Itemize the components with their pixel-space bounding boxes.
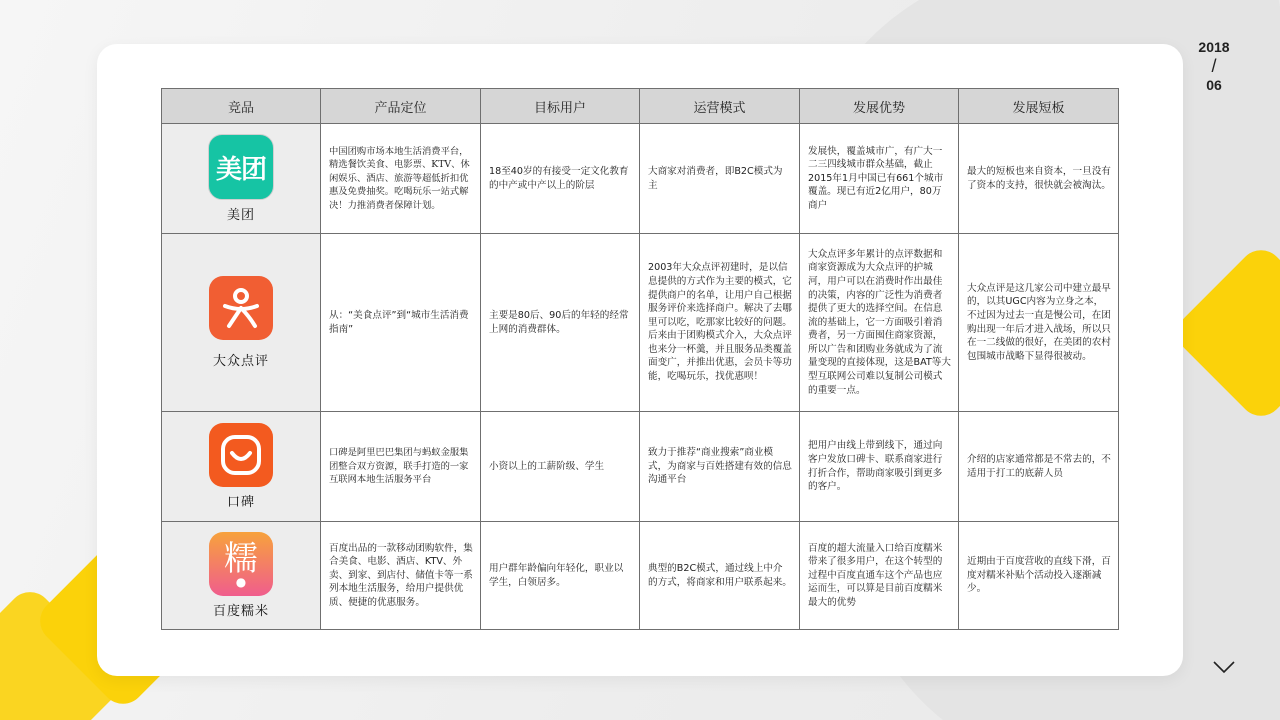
page-indicator bbox=[1194, 38, 1234, 94]
nuomi-logo-text: 糯 bbox=[224, 539, 258, 579]
competitor-name: 口碑 bbox=[226, 494, 255, 509]
header-advantages: 发展优势 bbox=[800, 89, 959, 124]
header-competitor: 竞品 bbox=[162, 89, 321, 124]
smile-bag-icon bbox=[219, 433, 263, 477]
meituan-logo-text: 美团 bbox=[215, 154, 266, 185]
advantages-cell: 把用户由线上带到线下，通过向客户发放口碑卡、联系商家进行打折合作，帮助商家吸引到更多的客户。 bbox=[800, 412, 959, 522]
table-row bbox=[162, 124, 1119, 234]
weakness-cell: 大众点评是这几家公司中建立最早的，以其UGC内容为立身之本，不过因为过去一直是慢公司，在团购出现一年后才进入战场，所以只在一二线做的很好，在美团的农村包围城市战略下显得很被动。 bbox=[959, 234, 1119, 412]
positioning-cell: 百度出品的一款移动团购软件，集合美食、电影、酒店、KTV、外卖、到家、到店付、储值卡等一系列本地生活服务，给用户提供优质、便捷的优惠服务。 bbox=[321, 522, 481, 630]
header-weakness: 发展短板 bbox=[959, 89, 1119, 124]
target-users-cell: 用户群年龄偏向年轻化，职业以学生，白领居多。 bbox=[481, 522, 640, 630]
chevron-down-icon[interactable] bbox=[1212, 660, 1236, 674]
operation-cell: 大商家对消费者，即B2C模式为主 bbox=[640, 124, 800, 234]
weakness-cell: 最大的短板也来自资本，一旦没有了资本的支持，很快就会被淘汰。 bbox=[959, 124, 1119, 234]
competitor-cell bbox=[162, 412, 321, 522]
target-users-cell: 18至40岁的有接受一定文化教育的中产或中产以上的阶层 bbox=[481, 124, 640, 234]
target-users-cell: 主要是80后、90后的年轻的经常上网的消费群体。 bbox=[481, 234, 640, 412]
header-target-users: 目标用户 bbox=[481, 89, 640, 124]
positioning-cell: 从：“美食点评”到“城市生活消费指南” bbox=[321, 234, 481, 412]
table-row bbox=[162, 522, 1119, 630]
advantages-cell: 发展快，覆盖城市广，有广大一二三四线城市群众基础，截止2015年1月中国已有661个城市覆盖。现已有近2亿用户，80万商户 bbox=[800, 124, 959, 234]
koubei-logo bbox=[209, 423, 273, 487]
page-year: 2018 bbox=[1198, 39, 1230, 55]
dianping-logo bbox=[209, 276, 273, 340]
positioning-cell: 口碑是阿里巴巴集团与蚂蚁金服集团整合双方资源，联手打造的一家互联网本地生活服务平台 bbox=[321, 412, 481, 522]
advantages-cell: 百度的超大流量入口给百度糯米带来了很多用户，在这个转型的过程中百度直通车这个产品也应运而生，可以算是目前百度糯米最大的优势 bbox=[800, 522, 959, 630]
competitor-name: 美团 bbox=[226, 207, 255, 222]
target-users-cell: 小资以上的工薪阶级、学生 bbox=[481, 412, 640, 522]
nuomi-logo bbox=[209, 532, 273, 596]
competitor-table bbox=[161, 88, 1119, 630]
weakness-cell: 介绍的店家通常都是不常去的，不适用于打工的底薪人员 bbox=[959, 412, 1119, 522]
paw-icon: ● bbox=[235, 575, 247, 589]
weakness-cell: 近期由于百度营收的直线下滑，百度对糯米补贴个活动投入逐渐减少。 bbox=[959, 522, 1119, 630]
competitor-name: 大众点评 bbox=[212, 353, 269, 368]
content-card bbox=[97, 44, 1183, 676]
competitor-cell bbox=[162, 522, 321, 630]
table-row bbox=[162, 234, 1119, 412]
table-row bbox=[162, 412, 1119, 522]
operation-cell: 2003年大众点评初建时，是以信息提供的方式作为主要的模式，它提供商户的名单，让用户自己根据服务评价来选择商户。解决了去哪里可以吃，吃那家比较好的问题。后来由于团购模式介入，大众点评也来分一杯羹，并且服务品类覆盖面变广，并推出优惠，会员卡等功能，吃喝玩乐，找优惠呗！ bbox=[640, 234, 800, 412]
advantages-cell: 大众点评多年累计的点评数据和商家资源成为大众点评的护城河，用户可以在消费时作出最佳的决策，内容的广泛性为消费者提供了更大的选择空间。在信息流的基础上，它一方面吸引着消费者，另一方面囤住商家资源，所以广告和团购业务就成为了流量变现的直接体现，这是BAT等大型互联网公司难以复制公司模式的重要一点。 bbox=[800, 234, 959, 412]
header-positioning: 产品定位 bbox=[321, 89, 481, 124]
header-operation: 运营模式 bbox=[640, 89, 800, 124]
competitor-cell bbox=[162, 234, 321, 412]
operation-cell: 典型的B2C模式，通过线上中介的方式，将商家和用户联系起来。 bbox=[640, 522, 800, 630]
positioning-cell: 中国团购市场本地生活消费平台，精选餐饮美食、电影票、KTV、休闲娱乐、酒店、旅游等超低折扣优惠及免费抽奖。吃喝玩乐一站式解决！力推消费者保障计划。 bbox=[321, 124, 481, 234]
table-header-row bbox=[162, 89, 1119, 124]
competitor-cell bbox=[162, 124, 321, 234]
page-slash: / bbox=[1211, 56, 1217, 76]
competitor-name: 百度糯米 bbox=[212, 603, 269, 618]
person-icon bbox=[219, 286, 263, 330]
meituan-logo bbox=[208, 134, 274, 200]
operation-cell: 致力于推荐“商业搜索”商业模式，为商家与百姓搭建有效的信息沟通平台 bbox=[640, 412, 800, 522]
page-number: 06 bbox=[1206, 77, 1222, 93]
